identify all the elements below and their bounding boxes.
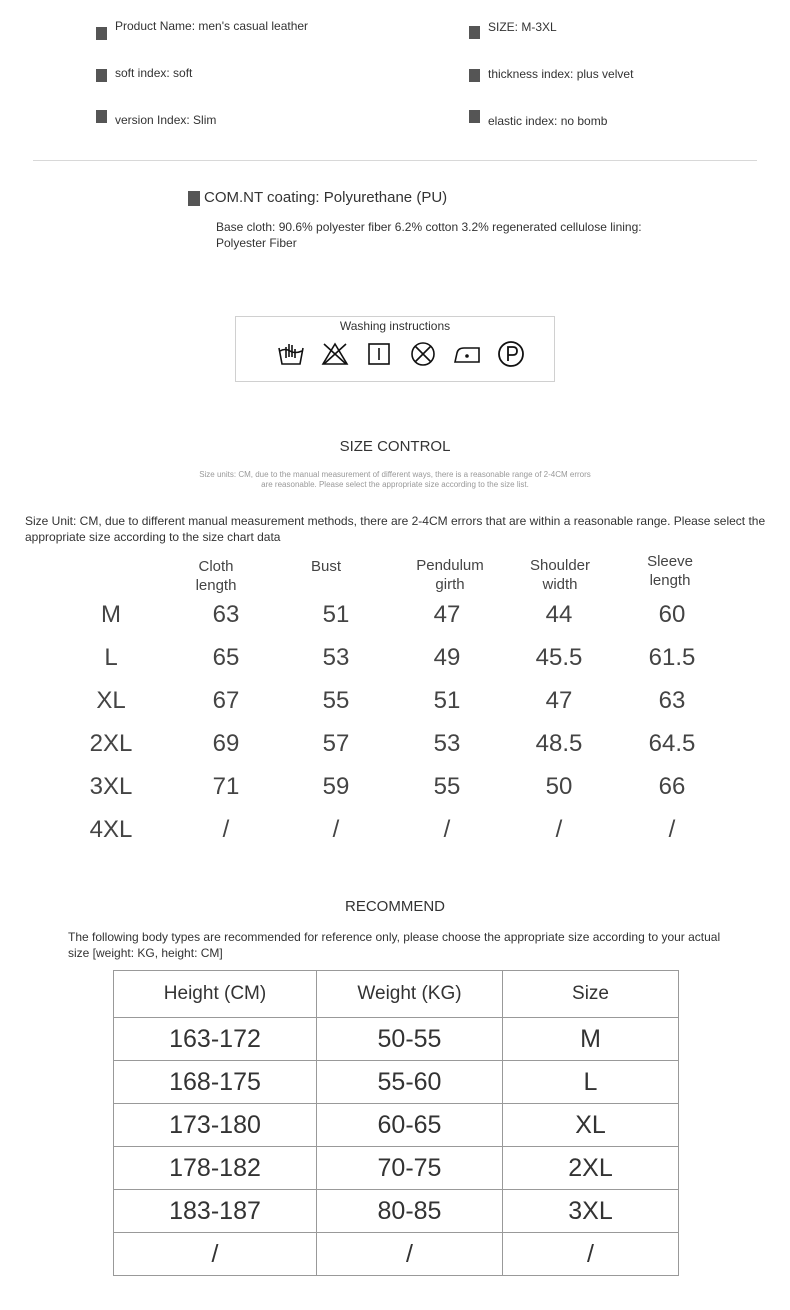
size-cell: 64.5 <box>648 730 696 757</box>
size-cell: 66 <box>658 773 686 800</box>
size-cell: 2XL <box>89 730 133 757</box>
cell-weight: 80-85 <box>317 1190 503 1233</box>
dry-clean-p-icon <box>496 339 526 369</box>
table-row <box>114 1018 679 1061</box>
bullet-square-icon <box>469 110 480 123</box>
size-cell: 59 <box>322 773 350 800</box>
spec-version-index: version Index: Slim <box>115 113 217 127</box>
do-not-bleach-icon <box>320 339 350 369</box>
size-unit-note <box>25 513 785 545</box>
recommend-note <box>68 929 768 961</box>
table-row <box>114 1233 679 1276</box>
spec-product-name: Product Name: men's casual leather <box>115 19 309 33</box>
bullet-square-icon <box>469 69 480 82</box>
washing-instructions-box <box>235 316 555 382</box>
size-cell: 53 <box>433 730 461 757</box>
size-cell: / <box>668 816 676 843</box>
cell-size: L <box>503 1061 679 1104</box>
size-cell: L <box>104 644 118 671</box>
size-cell: 50 <box>545 773 573 800</box>
cell-height: 168-175 <box>114 1061 317 1104</box>
size-cell: 44 <box>545 601 573 628</box>
bullet-square-icon <box>188 191 200 206</box>
cell-size: XL <box>503 1104 679 1147</box>
recommend-table <box>113 970 679 1276</box>
size-cell: 51 <box>322 601 350 628</box>
recommend-note-line-2: size [weight: KG, height: CM] <box>68 946 223 960</box>
header-height: Height (CM) <box>114 971 317 1018</box>
header-line-2: girth <box>435 576 465 593</box>
size-cell: / <box>555 816 563 843</box>
header-line-2: length <box>649 572 691 589</box>
hang-dry-icon <box>364 339 394 369</box>
tiny-note-line-1: Size units: CM, due to the manual measurement of different ways, there is a reasonable range of 2-4CM errors <box>199 470 591 479</box>
recommend-note-line-1: The following body types are recommended for reference only, please choose the appropriate size according to your actual <box>68 930 721 944</box>
size-cell: 45.5 <box>535 644 583 671</box>
spec-soft-index: soft index: soft <box>115 66 193 80</box>
size-control-tiny-note <box>180 470 610 490</box>
size-cell: / <box>443 816 451 843</box>
size-cell: M <box>101 601 121 628</box>
cell-weight: / <box>317 1233 503 1276</box>
size-cell: XL <box>96 687 126 714</box>
size-cell: 3XL <box>89 773 133 800</box>
size-cell: 71 <box>212 773 240 800</box>
header-line-1: Sleeve <box>647 553 693 570</box>
size-unit-note-line-2: appropriate size according to the size chart data <box>25 530 281 544</box>
header-line-1: Shoulder <box>529 557 591 574</box>
do-not-tumble-dry-icon <box>408 339 438 369</box>
size-header-bust <box>271 557 381 576</box>
cell-size: 3XL <box>503 1190 679 1233</box>
spec-elastic-index: elastic index: no bomb <box>488 114 608 128</box>
header-line-2: width <box>542 576 578 593</box>
spec-thickness-index: thickness index: plus velvet <box>488 67 634 81</box>
size-cell: 57 <box>322 730 350 757</box>
size-cell: 51 <box>433 687 461 714</box>
size-unit-note-line-1: Size Unit: CM, due to different manual measurement methods, there are 2-4CM errors that are within a reasonable range. Please select the <box>25 514 766 528</box>
header-line-1: Cloth <box>198 558 234 575</box>
size-cell: / <box>222 816 230 843</box>
size-cell: 55 <box>433 773 461 800</box>
material-body <box>216 219 676 251</box>
header-line-1: Bust <box>310 558 341 575</box>
header-line-1: Pendulum <box>416 557 484 574</box>
cell-height: 178-182 <box>114 1147 317 1190</box>
size-cell: 55 <box>322 687 350 714</box>
size-cell: 53 <box>322 644 350 671</box>
cell-weight: 70-75 <box>317 1147 503 1190</box>
cell-height: / <box>114 1233 317 1276</box>
size-cell: 63 <box>212 601 240 628</box>
tiny-note-line-2: are reasonable. Please select the appropriate size according to the size list. <box>261 480 529 489</box>
cell-size: M <box>503 1018 679 1061</box>
size-cell: 48.5 <box>535 730 583 757</box>
cell-height: 163-172 <box>114 1018 317 1061</box>
header-size: Size <box>503 971 679 1018</box>
cell-height: 173-180 <box>114 1104 317 1147</box>
table-row <box>114 1190 679 1233</box>
cell-height: 183-187 <box>114 1190 317 1233</box>
iron-low-icon <box>452 339 482 369</box>
recommend-header-row <box>114 971 679 1018</box>
cell-size: / <box>503 1233 679 1276</box>
cell-weight: 60-65 <box>317 1104 503 1147</box>
table-row <box>114 1061 679 1104</box>
material-line-1: Base cloth: 90.6% polyester fiber 6.2% cotton 3.2% regenerated cellulose lining: <box>216 220 642 234</box>
size-control-title: SIZE CONTROL <box>339 438 451 455</box>
washing-title: Washing instructions <box>339 319 451 333</box>
bullet-square-icon <box>96 69 107 82</box>
header-line-2: length <box>195 577 237 594</box>
size-cell: 60 <box>658 601 686 628</box>
size-cell: 47 <box>545 687 573 714</box>
size-header-sleeve-length <box>615 552 725 590</box>
bullet-square-icon <box>469 26 480 39</box>
size-cell: 49 <box>433 644 461 671</box>
cell-size: 2XL <box>503 1147 679 1190</box>
size-cell: 65 <box>212 644 240 671</box>
size-cell: 47 <box>433 601 461 628</box>
bullet-square-icon <box>96 27 107 40</box>
spec-size: SIZE: M-3XL <box>488 20 557 34</box>
size-cell: 69 <box>212 730 240 757</box>
table-row <box>114 1147 679 1190</box>
size-cell: 61.5 <box>648 644 696 671</box>
cell-weight: 55-60 <box>317 1061 503 1104</box>
cell-weight: 50-55 <box>317 1018 503 1061</box>
size-header-cloth-length <box>161 557 271 595</box>
recommend-title: RECOMMEND <box>345 898 445 915</box>
size-cell: 67 <box>212 687 240 714</box>
material-line-2: Polyester Fiber <box>216 236 297 250</box>
size-cell: 63 <box>658 687 686 714</box>
divider <box>33 160 757 161</box>
size-cell: / <box>332 816 340 843</box>
header-weight: Weight (KG) <box>317 971 503 1018</box>
bullet-square-icon <box>96 110 107 123</box>
size-header-pendulum-girth <box>395 556 505 594</box>
size-cell: 4XL <box>89 816 133 843</box>
material-title: COM.NT coating: Polyurethane (PU) <box>204 189 448 206</box>
hand-wash-icon <box>276 339 306 369</box>
table-row <box>114 1104 679 1147</box>
size-header-shoulder-width <box>505 556 615 594</box>
